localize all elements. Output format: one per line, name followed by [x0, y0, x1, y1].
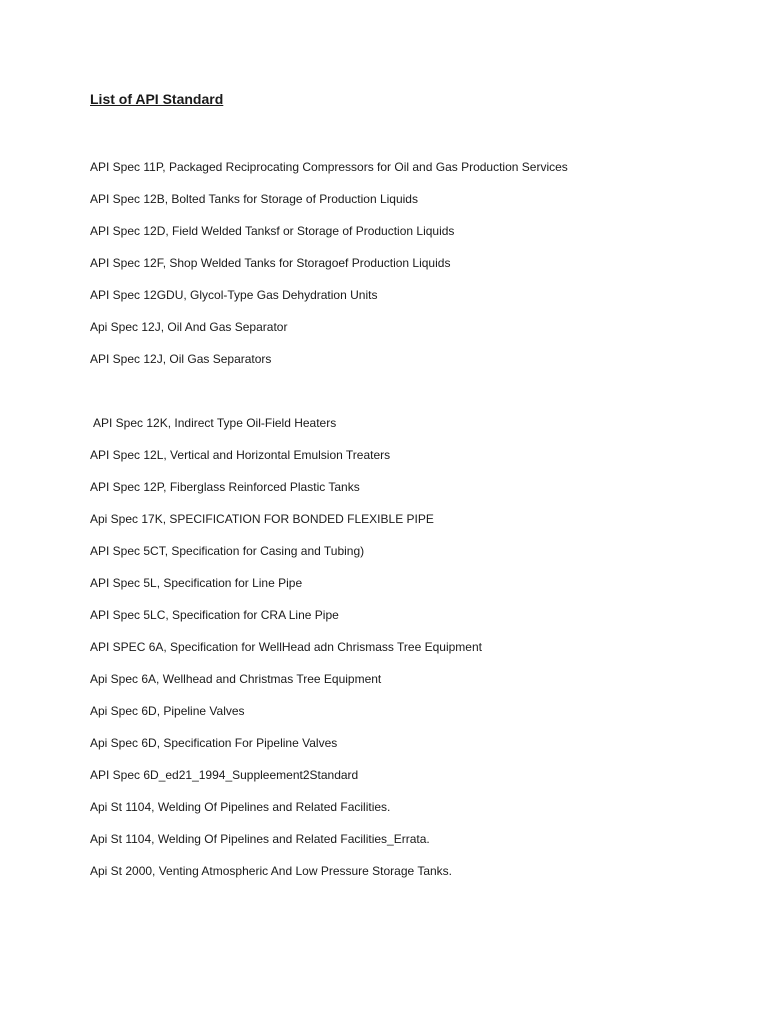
list-item: Api St 1104, Welding Of Pipelines and Related Facilities.	[90, 800, 391, 814]
list-item: API Spec 12GDU, Glycol-Type Gas Dehydration Units	[90, 288, 378, 302]
list-item: Api St 1104, Welding Of Pipelines and Related Facilities_Errata.	[90, 832, 430, 846]
list-item: Api Spec 6A, Wellhead and Christmas Tree Equipment	[90, 672, 382, 686]
list-item: API Spec 5L, Specification for Line Pipe	[90, 576, 303, 590]
list-item: API Spec 12K, Indirect Type Oil-Field Heaters	[93, 416, 337, 430]
list-item: API Spec 5LC, Specification for CRA Line Pipe	[90, 608, 339, 622]
list-item: Api Spec 6D, Pipeline Valves	[90, 704, 245, 718]
list-item: API Spec 12J, Oil Gas Separators	[90, 352, 272, 366]
list-item: API Spec 12F, Shop Welded Tanks for Storagoef Production Liquids	[90, 256, 451, 270]
list-item: API Spec 5CT, Specification for Casing and Tubing)	[90, 544, 365, 558]
list-item: API Spec 12L, Vertical and Horizontal Emulsion Treaters	[90, 448, 391, 462]
list-item: Api Spec 12J, Oil And Gas Separator	[90, 320, 288, 334]
list-item: API Spec 11P, Packaged Reciprocating Compressors for Oil and Gas Production Services	[90, 160, 568, 174]
list-item: API Spec 12B, Bolted Tanks for Storage of Production Liquids	[90, 192, 418, 206]
list-item: Api Spec 6D, Specification For Pipeline Valves	[90, 736, 338, 750]
list-item: Api Spec 17K, SPECIFICATION FOR BONDED FLEXIBLE PIPE	[90, 512, 434, 526]
standards-list	[90, 158, 740, 894]
list-item: API Spec 12P, Fiberglass Reinforced Plastic Tanks	[90, 480, 360, 494]
list-item: Api St 2000, Venting Atmospheric And Low Pressure Storage Tanks.	[90, 864, 452, 878]
list-item: API Spec 6D_ed21_1994_Suppleement2Standard	[90, 768, 359, 782]
list-item: API Spec 12D, Field Welded Tanksf or Storage of Production Liquids	[90, 224, 455, 238]
document-title: List of API Standard	[90, 91, 224, 107]
list-item: API SPEC 6A, Specification for WellHead adn Chrismass Tree Equipment	[90, 640, 482, 654]
